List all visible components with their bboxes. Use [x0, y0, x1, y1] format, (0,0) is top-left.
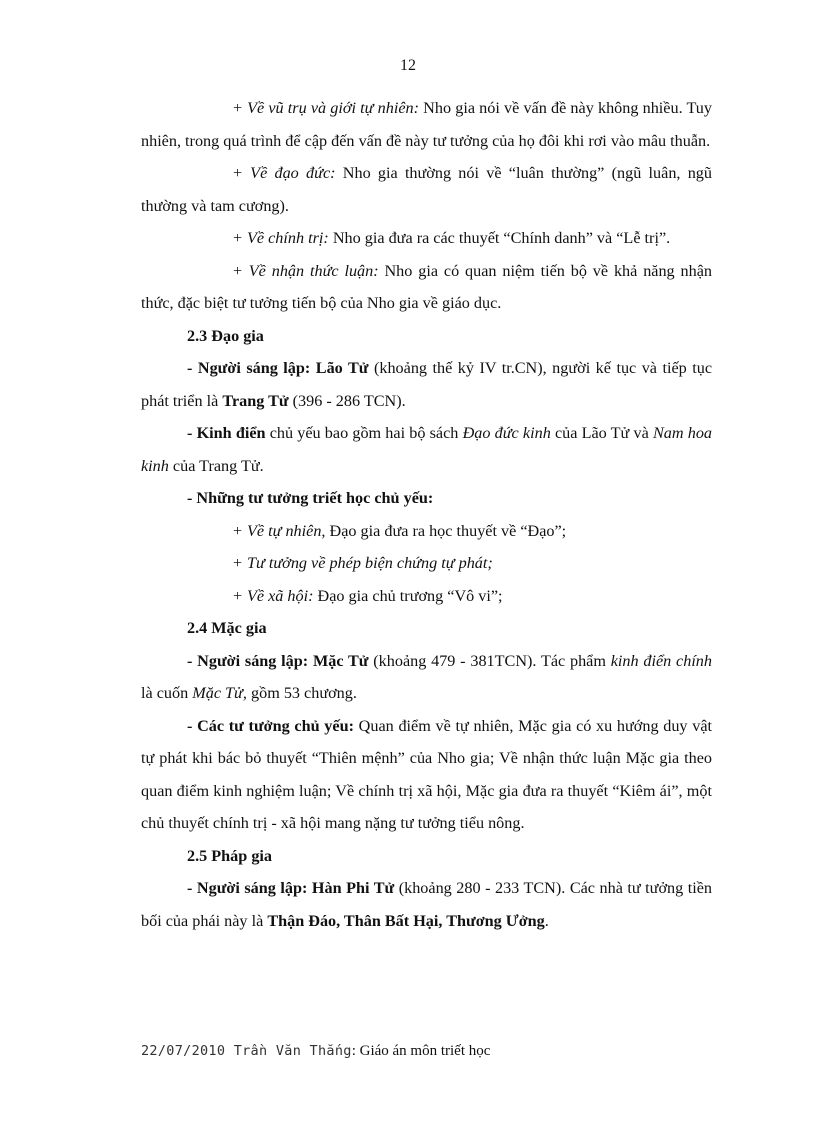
section-heading-dao-gia: 2.3 Đạo gia: [187, 326, 264, 345]
paragraph-dao-gia-classics: - Kinh điển chủ yếu bao gồm hai bộ sách Đạo đức kinh của Lão Tử và Nam hoa kinh của Trang Tử.: [141, 424, 713, 475]
footer-title: : Giáo án môn triết học: [351, 1043, 491, 1059]
paragraph-dao-gia-founder: - Người sáng lập: Lão Tử (khoảng thế kỷ IV tr.CN), người kế tục và tiếp tục phát triển là Trang Tử (396 - 286 TCN).: [141, 359, 713, 410]
section-heading-phap-gia: 2.5 Pháp gia: [187, 846, 273, 865]
page-number: 12: [400, 57, 416, 74]
document-body: [141, 92, 712, 937]
subheading-dao-gia-ideas: - Những tư tưởng triết học chủ yếu:: [187, 489, 434, 507]
list-item: + Về xã hội: Đạo gia chủ trương “Vô vi”;: [232, 586, 503, 605]
paragraph-dao-duc: + Về đạo đức: Nho gia thường nói về “luân thường” (ngũ luân, ngũ thường và tam cương).: [141, 164, 712, 215]
paragraph-nhan-thuc: + Về nhận thức luận: Nho gia có quan niệm tiến bộ về khả năng nhận thức, đặc biệt tư tưởng tiến bộ của Nho gia về giáo dục.: [141, 261, 712, 312]
footer-date-author: 22/07/2010 Trần Văn Thắng: [141, 1043, 352, 1059]
section-heading-mac-gia: 2.4 Mặc gia: [187, 619, 267, 637]
list-item: + Tư tưởng về phép biện chứng tự phát;: [232, 554, 493, 572]
paragraph-vu-tru: + Về vũ trụ và giới tự nhiên: Nho gia nói về vấn đề này không nhiều. Tuy nhiên, trong quá trình để cập đến vấn đề này tư tưởng của họ đôi khi rơi vào mâu thuẫn.: [141, 99, 712, 150]
page-footer: [141, 1043, 490, 1060]
paragraph-mac-gia-ideas: - Các tư tưởng chủ yếu: Quan điểm về tự nhiên, Mặc gia có xu hướng duy vật tự phát khi bác bỏ thuyết “Thiên mệnh” của Nho gia; Về nhận thức luận Mặc gia theo quan điểm kinh nghiệm luận; Về chính trị xã hội, Mặc gia đưa ra thuyết “Kiêm ái”, một chủ thuyết chính trị - xã hội mang nặng tư tưởng tiểu nông.: [141, 716, 712, 832]
paragraph-phap-gia-founder: - Người sáng lập: Hàn Phi Tử (khoảng 280 - 233 TCN). Các nhà tư tưởng tiền bối của phái này là Thận Đáo, Thân Bất Hại, Thương Ưởng.: [141, 879, 712, 930]
list-item: + Về tự nhiên, Đạo gia đưa ra học thuyết về “Đạo”;: [232, 521, 567, 540]
paragraph-mac-gia-founder: - Người sáng lập: Mặc Tử (khoảng 479 - 381TCN). Tác phẩm kinh điển chính là cuốn Mặc Tử, gồm 53 chương.: [141, 651, 712, 702]
paragraph-chinh-tri: + Về chính trị: Nho gia đưa ra các thuyết “Chính danh” và “Lễ trị”.: [232, 229, 671, 247]
